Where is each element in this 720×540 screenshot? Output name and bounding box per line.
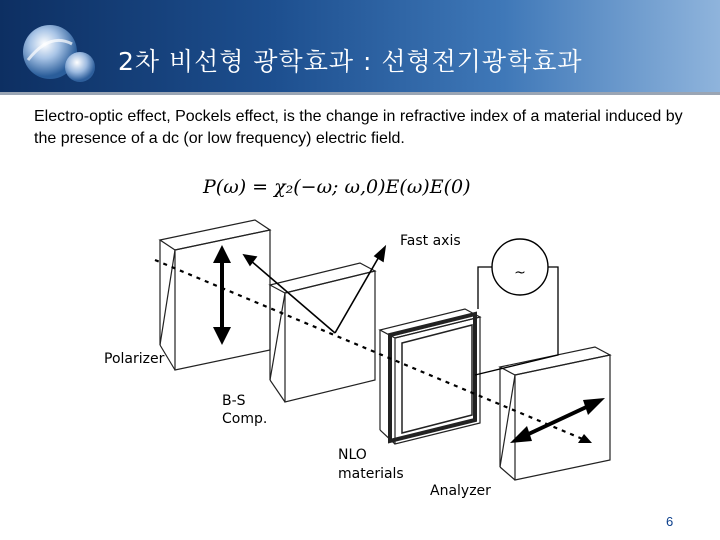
fast-axis-label: Fast axis bbox=[400, 233, 461, 249]
header-divider bbox=[0, 92, 720, 95]
slide-title: 2차 비선형 광학효과 : 선형전기광학효과 bbox=[118, 47, 583, 76]
description-text: Electro-optic effect, Pockels effect, is the change in refractive index of a material induced by the presence of a dc (or low frequency) electric field. bbox=[34, 108, 683, 147]
analyzer-axis-arrow bbox=[510, 398, 605, 443]
polarizer-label: Polarizer bbox=[104, 351, 165, 367]
nlo-crystal bbox=[380, 309, 480, 444]
slide-header bbox=[0, 0, 720, 92]
analyzer-slab bbox=[500, 347, 610, 480]
electro-optic-setup-diagram bbox=[80, 205, 640, 505]
pockels-formula: P(ω) = χ₂(−ω; ω,0)E(ω)E(0) bbox=[203, 176, 471, 198]
polarizer-axis-arrow bbox=[213, 245, 231, 345]
polarizer-slab bbox=[160, 220, 270, 370]
ac-symbol: ~ bbox=[514, 265, 526, 281]
nlo-label: NLO bbox=[338, 447, 367, 463]
page-number: 6 bbox=[666, 514, 674, 529]
comp-label: Comp. bbox=[222, 411, 268, 427]
fast-axis-arrows bbox=[244, 247, 385, 333]
materials-label: materials bbox=[338, 466, 404, 482]
globe-logo-icon bbox=[14, 22, 104, 92]
bs-compensator bbox=[270, 263, 375, 402]
bs-label: B-S bbox=[222, 393, 246, 409]
ac-voltage-source bbox=[475, 239, 558, 375]
analyzer-label: Analyzer bbox=[430, 483, 491, 499]
